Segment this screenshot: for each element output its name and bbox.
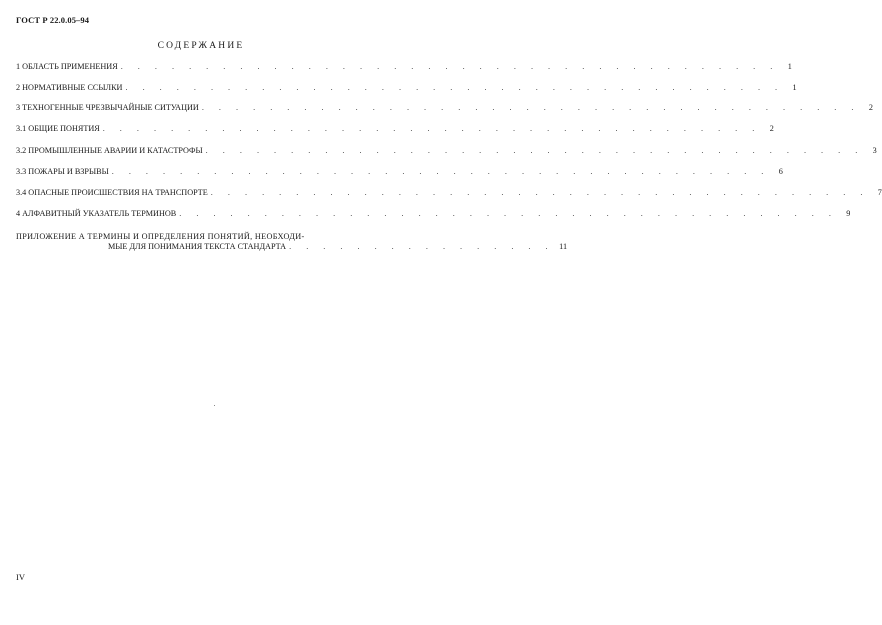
toc-leader-dots: . . . . . . . . . . . . . . . . [289,242,555,251]
toc-appendix-line-2: МЫЕ ДЛЯ ПОНИМАНИЯ ТЕКСТА СТАНДАРТА [108,242,287,251]
table-of-contents [16,0,882,625]
toc-leader-dots: . . . . . . . . . . . . . . . . . . . . . . . . . . . . . . . . . . . . . . . [179,209,838,218]
toc-entry-label: 2 НОРМАТИВНЫЕ ССЫЛКИ [16,83,123,92]
toc-entry-4[interactable] [16,209,851,221]
toc-entry-1[interactable] [16,62,792,74]
toc-entry-3-2[interactable] [16,146,877,158]
toc-entry-label: 3.3 ПОЖАРЫ И ВЗРЫВЫ [16,167,109,176]
toc-entry-label: 4 АЛФАВИТНЫЙ УКАЗАТЕЛЬ ТЕРМИНОВ [16,209,177,218]
toc-entry-page: 7 [877,188,882,197]
scan-speck [214,405,215,406]
toc-leader-dots: . . . . . . . . . . . . . . . . . . . . . . . . . . . . . . . . . . . . . . . [205,146,864,155]
toc-leader-dots: . . . . . . . . . . . . . . . . . . . . . . . . . . . . . . . . . . . . . . . [102,124,761,133]
toc-entry-page: 6 [778,167,783,176]
toc-entry-label: 3.2 ПРОМЫШЛЕННЫЕ АВАРИИ И КАТАСТРОФЫ [16,146,203,155]
toc-entry-page: 11 [559,242,568,251]
toc-entry-label: 3.4 ОПАСНЫЕ ПРОИСШЕСТВИЯ НА ТРАНСПОРТЕ [16,188,208,197]
toc-appendix-line-1: ПРИЛОЖЕНИЕ А ТЕРМИНЫ И ОПРЕДЕЛЕНИЯ ПОНЯТИЙ, НЕОБХОДИ- [16,232,305,241]
toc-entry-label: 3 ТЕХНОГЕННЫЕ ЧРЕЗВЫЧАЙНЫЕ СИТУАЦИИ [16,103,199,112]
toc-entry-3-1[interactable] [16,124,774,136]
toc-entry-label: 1 ОБЛАСТЬ ПРИМЕНЕНИЯ [16,62,118,71]
toc-leader-dots: . . . . . . . . . . . . . . . . . . . . . . . . . . . . . . . . . . . . . . . [120,62,779,71]
toc-entry-3-3[interactable] [16,167,783,179]
toc-entry-label: 3.1 ОБЩИЕ ПОНЯТИЯ [16,124,100,133]
toc-entry-page: 1 [792,83,797,92]
toc-entry-3[interactable] [16,103,873,115]
page-number-footer: IV [16,572,25,582]
toc-entry-page: 2 [868,103,873,112]
toc-leader-dots: . . . . . . . . . . . . . . . . . . . . . . . . . . . . . . . . . . . . . . . [111,167,770,176]
toc-leader-dots: . . . . . . . . . . . . . . . . . . . . . . . . . . . . . . . . . . . . . . . [125,83,784,92]
toc-entry-page: 3 [872,146,877,155]
toc-entry-page: 1 [787,62,792,71]
toc-entry-page: 2 [769,124,774,133]
toc-leader-dots: . . . . . . . . . . . . . . . . . . . . . . . . . . . . . . . . . . . . . . . [201,103,860,112]
toc-entry-appendix-a[interactable] [16,232,568,251]
page-title: СОДЕРЖАНИЕ [157,41,245,51]
toc-entry-3-4[interactable] [16,188,882,200]
toc-entry-2[interactable] [16,83,797,95]
toc-leader-dots: . . . . . . . . . . . . . . . . . . . . . . . . . . . . . . . . . . . . . . . [210,188,869,197]
standard-code-header: ГОСТ Р 22.0.05–94 [16,15,90,25]
toc-entry-page: 9 [846,209,851,218]
